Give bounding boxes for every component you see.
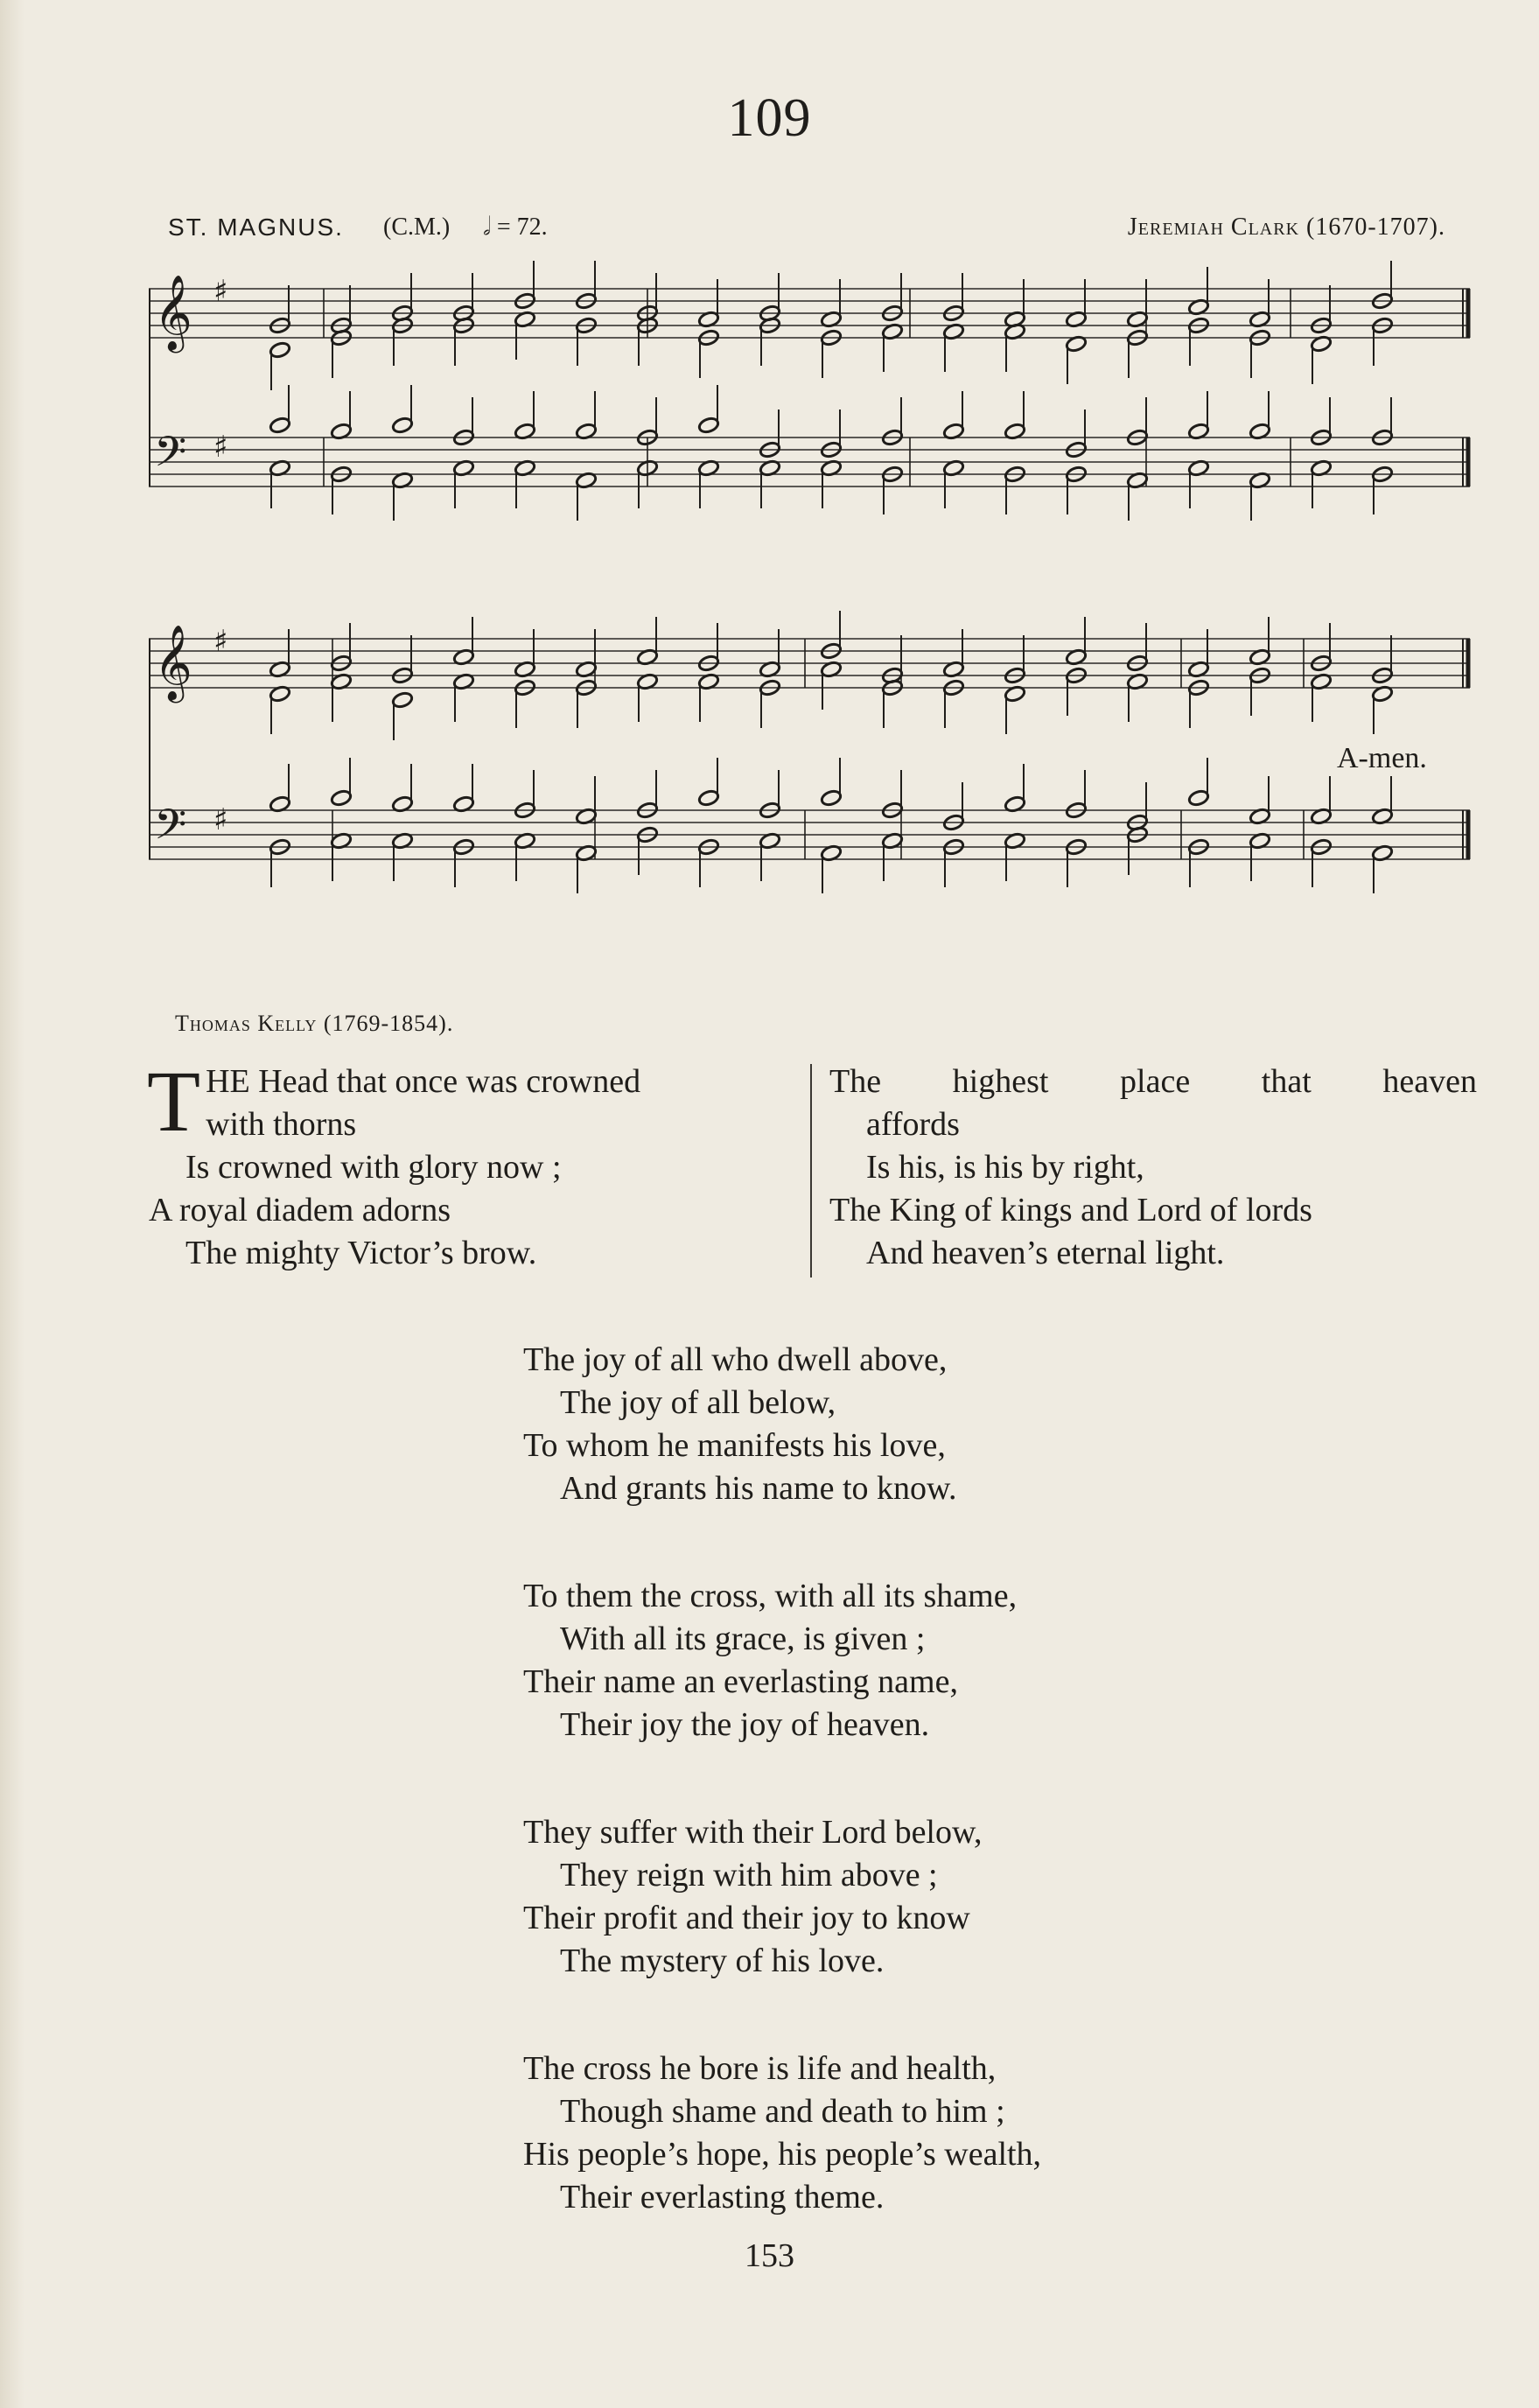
stanza-line: Their everlasting theme.: [560, 2179, 885, 2216]
remaining-stanzas: [523, 1339, 1311, 2284]
stanza-line: With all its grace, is given ;: [560, 1620, 926, 1657]
stanza-line: Their joy the joy of heaven.: [560, 1706, 930, 1743]
verse-line: A royal diadem adorns: [149, 1192, 451, 1228]
verse-line: Is his, is his by right,: [866, 1149, 1144, 1186]
tune-name: ST. MAGNUS.: [168, 214, 344, 241]
verse-line: The mighty Victor’s brow.: [185, 1235, 537, 1271]
bass-clef-icon: 𝄢: [154, 800, 187, 859]
stanza-line: Their name an everlasting name,: [523, 1663, 958, 1700]
verse-word: heaven: [1382, 1063, 1477, 1100]
stanza-4: [523, 1575, 1311, 1746]
column-divider: [810, 1064, 812, 1278]
stanza-line: The mystery of his love.: [560, 1942, 885, 1979]
treble-clef-icon: 𝄞: [154, 625, 192, 700]
stanza-line: The joy of all who dwell above,: [523, 1341, 948, 1378]
tune-header: [168, 214, 1463, 248]
half-note: [697, 416, 719, 435]
hymn-number: 109: [727, 88, 812, 148]
half-note: [1187, 789, 1209, 808]
author-credit: Thomas Kelly (1769-1854).: [175, 1011, 454, 1036]
verse-word: place: [1120, 1063, 1191, 1100]
stanza-line: They reign with him above ;: [560, 1857, 938, 1894]
amen-label: A-men.: [1337, 742, 1427, 774]
bass-clef-icon: 𝄢: [154, 427, 187, 486]
composer-credit: Jeremiah Clark (1670-1707).: [1127, 214, 1445, 241]
sharp-icon: ♯: [213, 274, 228, 309]
half-note: [391, 416, 413, 435]
stanza-line: His people’s hope, his people’s wealth,: [523, 2136, 1042, 2173]
verse-line: HE Head that once was crowned: [206, 1063, 641, 1100]
verse-line: affords: [866, 1106, 960, 1143]
stanza-6: [523, 2048, 1311, 2219]
page-edge-shadow: [0, 0, 24, 2408]
verse-2: [829, 1060, 1477, 1275]
stanza-line: To them the cross, with all its shame,: [523, 1578, 1018, 1614]
verse-line: with thorns: [206, 1106, 357, 1143]
half-note: [820, 789, 842, 808]
half-note: [269, 416, 290, 435]
treble-clef-icon: 𝄞: [154, 275, 192, 350]
half-note: [269, 341, 290, 360]
half-note: [330, 789, 352, 808]
verse-line: And heaven’s eternal light.: [866, 1235, 1225, 1271]
half-note: [391, 691, 413, 710]
tune-meter: (C.M.): [383, 214, 451, 241]
stanza-line: They suffer with their Lord below,: [523, 1814, 983, 1851]
music-staves-1: [149, 254, 1479, 542]
tempo-marking: 𝅗𝅥 = 72.: [483, 214, 548, 241]
half-note: [697, 789, 719, 808]
stanza-line: The cross he bore is life and health,: [523, 2050, 997, 2087]
stanza-line: Though shame and death to him ;: [560, 2093, 1005, 2130]
verse-word: highest: [952, 1063, 1049, 1100]
verse-word: that: [1261, 1063, 1312, 1100]
stanza-line: To whom he manifests his love,: [523, 1427, 946, 1464]
stanza-3: [523, 1339, 1311, 1510]
stanza-line: The joy of all below,: [560, 1384, 836, 1421]
music-system-2: [149, 604, 1479, 919]
verse-line: The King of kings and Lord of lords: [829, 1192, 1312, 1228]
verse-1: [147, 1053, 814, 1275]
music-staves-2: [149, 604, 1479, 919]
music-system-1: [149, 254, 1479, 542]
stanza-line: Their profit and their joy to know: [523, 1900, 970, 1936]
sharp-icon: ♯: [213, 430, 228, 465]
verse-line: [829, 1060, 1477, 1103]
verse-word: The: [829, 1063, 882, 1100]
drop-cap: T: [147, 1053, 201, 1150]
stanza-line: And grants his name to know.: [560, 1470, 957, 1507]
verse-line: Is crowned with glory now ;: [185, 1149, 562, 1186]
sharp-icon: ♯: [213, 802, 228, 837]
sharp-icon: ♯: [213, 624, 228, 659]
page-number: 153: [745, 2237, 794, 2274]
stanza-5: [523, 1811, 1311, 1983]
